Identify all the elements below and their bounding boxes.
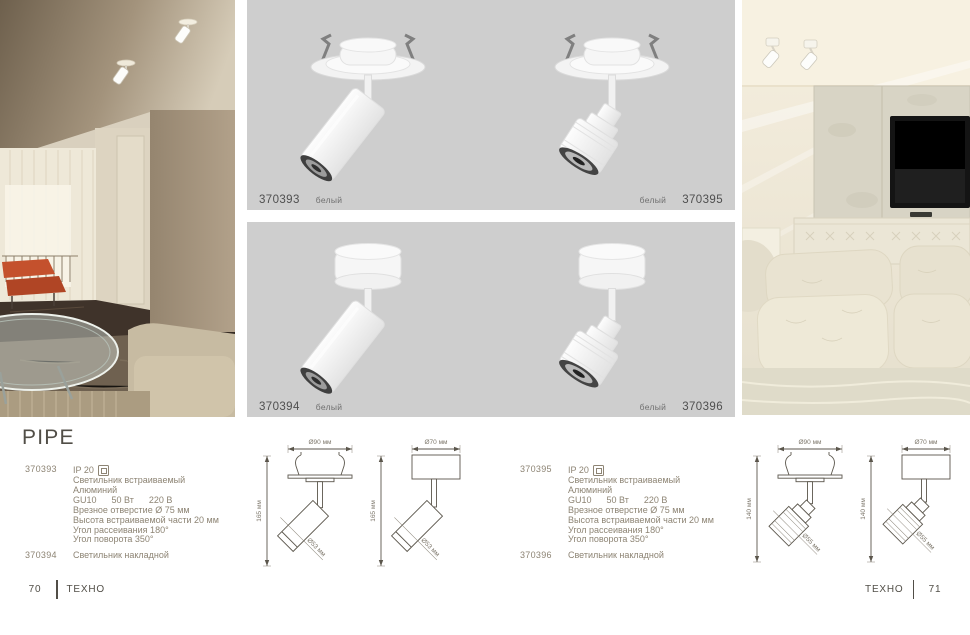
spec-line: Светильник встраиваемый — [73, 475, 186, 485]
spec-line: Высота встраиваемой части 20 мм — [568, 514, 714, 525]
spec-line: Алюминий — [568, 484, 613, 495]
dim-diameter: Ø55 мм — [914, 530, 936, 552]
product-code: 370395 — [682, 194, 723, 206]
spec-block-370395 — [520, 465, 740, 561]
ip-rating: IP 20 — [568, 464, 589, 475]
sofa-cushions — [742, 240, 970, 376]
interior-photo-right-art — [742, 0, 970, 415]
carpet — [742, 368, 970, 415]
class-ii-insulation-icon — [98, 465, 109, 476]
dim-height: 140 мм — [860, 498, 867, 520]
spec-code: 370393 — [25, 464, 57, 474]
product-photo-370396 — [491, 222, 735, 417]
interior-photo-left — [0, 0, 235, 417]
interior-photo-left-art — [0, 0, 235, 417]
footer-left — [14, 580, 114, 599]
page-number-right: 71 — [928, 584, 942, 595]
dim-width: Ø70 мм — [914, 439, 938, 446]
tech-drawing-370394 — [368, 434, 480, 584]
spec-line: Светильник встраиваемый — [568, 475, 681, 485]
spec-line: Угол рассеивания 180° — [568, 524, 664, 535]
spec-line: Светильник накладной — [73, 550, 169, 561]
spec-line: GU10 50 Вт 220 В — [568, 494, 668, 505]
product-code: 370396 — [682, 401, 723, 413]
spec-line: Угол поворота 350° — [73, 534, 154, 545]
tech-drawing-370396 — [858, 434, 970, 584]
spec-line: Высота встраиваемой части 20 мм — [73, 514, 219, 525]
spec-line: GU10 50 Вт 220 В — [73, 494, 173, 505]
finish-label: белый — [315, 195, 343, 205]
product-photo-370393 — [247, 0, 491, 210]
spec-line: Светильник накладной — [568, 550, 664, 561]
section-name-right: ТЕХНО — [865, 584, 904, 595]
ip-rating: IP 20 — [73, 464, 94, 475]
finish-label: белый — [315, 402, 343, 412]
spec-code: 370396 — [520, 550, 552, 561]
spec-code: 370394 — [25, 550, 57, 561]
spec-line: Угол поворота 350° — [568, 534, 649, 545]
interior-photo-right — [742, 0, 970, 415]
page-number-left: 70 — [28, 584, 42, 595]
finish-label: белый — [639, 402, 667, 412]
spec-code: 370395 — [520, 464, 552, 474]
dim-height: 140 мм — [746, 498, 753, 520]
spring-clip-icon — [296, 452, 345, 475]
dim-width: Ø70 мм — [424, 439, 448, 446]
wall-tv — [890, 116, 970, 208]
section-name-left: ТЕХНО — [66, 584, 105, 595]
dim-diameter: Ø53 мм — [305, 536, 327, 559]
footer-right — [856, 580, 956, 599]
tech-drawing-370395 — [744, 434, 856, 584]
finish-label: белый — [639, 195, 667, 205]
dim-height: 165 мм — [370, 500, 377, 522]
spec-line: Алюминий — [73, 484, 118, 495]
product-code: 370393 — [259, 194, 300, 206]
dim-width: Ø90 мм — [308, 439, 332, 446]
dim-diameter: Ø55 мм — [800, 532, 822, 554]
page-title: PIPE — [22, 426, 75, 449]
tech-drawing-370393 — [254, 434, 366, 584]
spec-line: Угол рассеивания 180° — [73, 524, 169, 535]
product-panel-bottom — [247, 222, 735, 417]
spec-block-370393 — [25, 465, 245, 561]
footer-divider — [56, 580, 58, 599]
spring-clip-icon — [786, 452, 835, 475]
product-code: 370394 — [259, 401, 300, 413]
dim-diameter: Ø53 мм — [419, 536, 441, 559]
product-panel-top — [247, 0, 735, 210]
spec-line: Врезное отверстие Ø 75 мм — [568, 504, 685, 515]
dim-height: 165 мм — [256, 500, 263, 522]
spec-line: Врезное отверстие Ø 75 мм — [73, 504, 190, 515]
dim-width: Ø90 мм — [798, 439, 822, 446]
product-photo-370394 — [247, 222, 491, 417]
product-photo-370395 — [491, 0, 735, 210]
class-ii-insulation-icon — [593, 465, 604, 476]
